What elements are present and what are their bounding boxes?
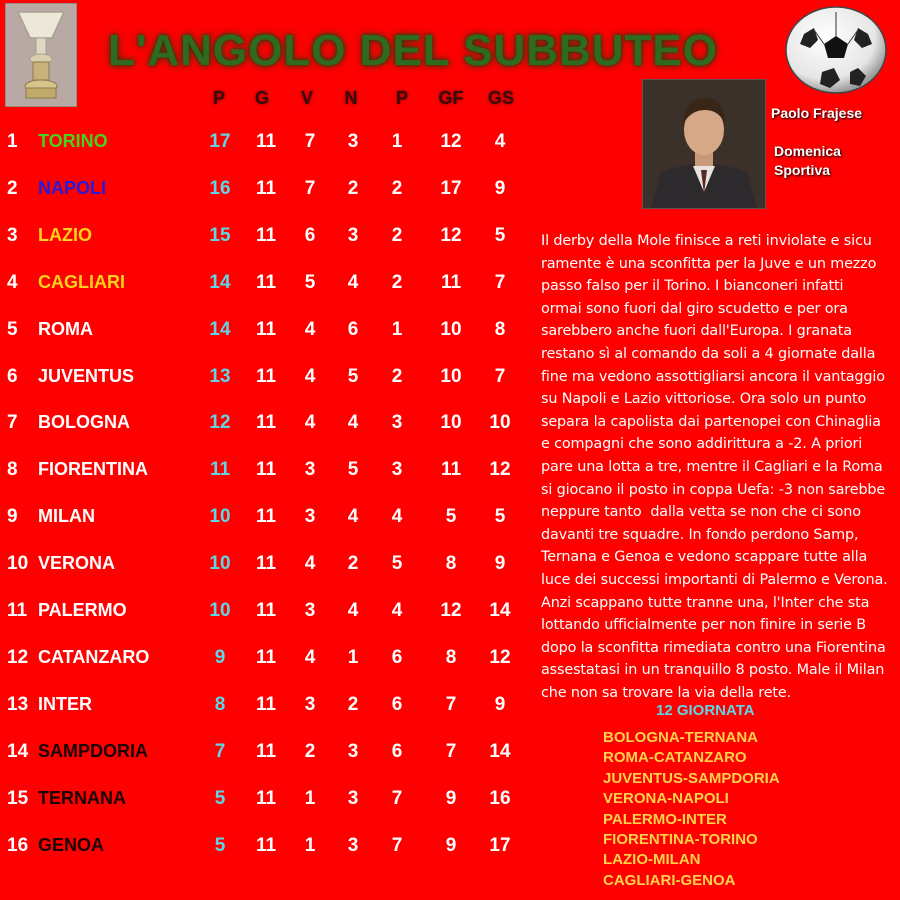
team-name-cell: CAGLIARI	[38, 271, 125, 292]
position-cell: 3	[7, 224, 18, 246]
games-cell: 11	[255, 224, 277, 246]
points-cell: 15	[209, 224, 231, 246]
games-cell: 11	[255, 271, 277, 293]
games-cell: 11	[255, 834, 277, 856]
match-item: VERONA-NAPOLI	[603, 790, 729, 808]
team-name-cell: NAPOLI	[38, 177, 107, 198]
goals-for-cell: 8	[445, 646, 457, 668]
wins-cell: 4	[304, 365, 316, 387]
position-cell: 10	[7, 553, 29, 575]
article-line: davanti tre squadre. In fondo perdono Samp,	[541, 526, 859, 543]
article-line: Il derby della Mole finisce a reti inviolate e sicu	[541, 233, 872, 249]
article-line: sarebbero anche fuori dall'Europa. I granata	[541, 323, 852, 340]
goals-against-cell: 10	[489, 412, 511, 434]
article-text	[541, 230, 900, 704]
goals-against-cell: 7	[494, 365, 506, 387]
article-line: ramente è una sconfitta per la Juve e un mezzo	[541, 255, 877, 272]
commentator-photo	[642, 79, 766, 209]
goals-for-cell: 5	[445, 506, 457, 528]
goals-against-cell: 4	[494, 131, 506, 152]
match-item: FIORENTINA-TORINO	[603, 831, 758, 849]
games-cell: 11	[255, 412, 277, 434]
article-line: assestatasi in un tranquillo 8 posto. Male il Milan	[541, 662, 885, 679]
position-cell: 8	[7, 459, 18, 481]
table-row	[0, 600, 540, 630]
show-name-line2: Sportiva	[774, 162, 831, 178]
goals-for-cell: 9	[445, 834, 457, 856]
points-cell: 14	[209, 318, 231, 340]
article-line: che non sa trovare la via della rete.	[541, 684, 792, 701]
points-cell: 13	[209, 365, 231, 387]
games-cell: 11	[255, 318, 277, 340]
position-cell: 12	[7, 646, 29, 668]
games-cell: 11	[255, 646, 277, 668]
points-cell: 10	[209, 506, 231, 528]
draws-cell: 2	[347, 553, 359, 575]
points-cell: 10	[209, 600, 231, 621]
col-header-draws: N	[344, 88, 358, 108]
draws-cell: 5	[347, 459, 359, 481]
article-line: si giocano il posto in coppa Uefa: -3 non sarebbe	[541, 481, 886, 498]
draws-cell: 3	[347, 131, 359, 152]
match-item: PALERMO-INTER	[603, 810, 727, 828]
losses-cell: 2	[391, 224, 403, 246]
next-round-matches	[603, 728, 780, 891]
position-cell: 14	[7, 740, 29, 762]
match-item: BOLOGNA-TERNANA	[603, 729, 758, 746]
position-cell: 5	[7, 318, 18, 340]
draws-cell: 5	[347, 365, 359, 387]
losses-cell: 3	[391, 459, 403, 481]
goals-for-cell: 9	[445, 787, 457, 809]
draws-cell: 4	[347, 412, 359, 434]
points-cell: 8	[214, 693, 226, 715]
position-cell: 7	[7, 412, 18, 434]
article-line: lottando ufficialmente per non finire in serie B	[541, 617, 866, 634]
wins-cell: 3	[304, 600, 316, 621]
goals-for-cell: 10	[440, 412, 462, 434]
col-header-games: G	[254, 88, 270, 108]
games-cell: 11	[255, 506, 277, 528]
games-cell: 11	[255, 177, 277, 199]
goals-for-cell: 12	[440, 224, 462, 246]
losses-cell: 1	[391, 131, 403, 152]
goals-for-cell: 11	[440, 271, 462, 293]
losses-cell: 5	[391, 553, 403, 575]
team-name-cell: LAZIO	[38, 224, 92, 245]
position-cell: 13	[7, 693, 29, 715]
show-name-line1: Domenica	[774, 143, 841, 159]
goals-against-cell: 16	[489, 787, 511, 809]
games-cell: 11	[255, 459, 277, 481]
wins-cell: 4	[304, 412, 316, 434]
points-cell: 11	[209, 459, 231, 481]
commentator-name: Paolo Frajese	[771, 105, 863, 121]
table-row	[0, 788, 540, 818]
table-header	[0, 88, 540, 110]
wins-cell: 3	[304, 506, 316, 528]
position-cell: 2	[7, 177, 18, 199]
draws-cell: 4	[347, 271, 359, 293]
table-row	[0, 225, 540, 255]
goals-for-cell: 8	[445, 553, 457, 575]
points-cell: 9	[214, 646, 226, 668]
team-name-cell: VERONA	[38, 553, 116, 574]
losses-cell: 4	[391, 600, 403, 621]
table-row	[0, 741, 540, 771]
table-row	[0, 319, 540, 349]
goals-against-cell: 8	[494, 318, 506, 340]
article-line: fine ma vedono assottigliarsi ancora il vantaggio	[541, 368, 885, 385]
table-row	[0, 412, 540, 442]
goals-against-cell: 12	[489, 459, 511, 481]
position-cell: 1	[7, 131, 18, 152]
article-line: Anzi scappano tutte tranne una, l'Inter che sta	[541, 594, 870, 611]
points-cell: 17	[209, 131, 231, 152]
team-name-cell: SAMPDORIA	[38, 740, 149, 761]
losses-cell: 4	[391, 506, 403, 528]
losses-cell: 6	[391, 646, 403, 668]
table-row	[0, 459, 540, 489]
points-cell: 14	[209, 271, 231, 293]
team-name-cell: GENOA	[38, 834, 105, 855]
losses-cell: 3	[391, 412, 403, 434]
article-line: passo falso per il Torino. I bianconeri infatti	[541, 278, 844, 295]
match-item: ROMA-CATANZARO	[603, 749, 747, 767]
losses-cell: 6	[391, 740, 403, 762]
goals-against-cell: 17	[489, 834, 511, 856]
position-cell: 16	[7, 834, 29, 856]
wins-cell: 4	[304, 318, 316, 340]
wins-cell: 7	[304, 131, 316, 152]
goals-for-cell: 17	[440, 177, 462, 199]
losses-cell: 2	[391, 271, 403, 293]
draws-cell: 3	[347, 224, 359, 246]
article-line: dopo la sconfitta rimediata contro una Fiorentina	[541, 639, 886, 656]
draws-cell: 3	[347, 834, 359, 856]
team-name-cell: BOLOGNA	[38, 412, 130, 433]
points-cell: 7	[214, 740, 226, 762]
losses-cell: 2	[391, 365, 403, 387]
team-name-cell: PALERMO	[38, 600, 127, 620]
team-name-cell: CATANZARO	[38, 646, 150, 667]
losses-cell: 6	[391, 693, 403, 715]
position-cell: 9	[7, 506, 18, 528]
draws-cell: 6	[347, 318, 359, 340]
wins-cell: 3	[304, 693, 316, 715]
next-round-title: 12 GIORNATA	[656, 702, 755, 719]
goals-for-cell: 10	[440, 365, 462, 387]
games-cell: 11	[255, 365, 277, 387]
wins-cell: 1	[304, 834, 316, 856]
goals-for-cell: 7	[445, 740, 457, 762]
draws-cell: 2	[347, 693, 359, 715]
article-line: Ternana e Genoa e vedono scappare tutte alla	[541, 549, 868, 566]
losses-cell: 7	[391, 787, 403, 809]
games-cell: 11	[255, 600, 277, 621]
team-name-cell: FIORENTINA	[38, 459, 148, 480]
team-name-cell: MILAN	[38, 506, 95, 527]
team-name-cell: INTER	[38, 693, 92, 714]
table-row	[0, 272, 540, 302]
goals-for-cell: 11	[440, 459, 462, 481]
position-cell: 4	[7, 271, 18, 293]
points-cell: 5	[214, 834, 226, 856]
draws-cell: 2	[347, 177, 359, 199]
match-item: JUVENTUS-SAMPDORIA	[603, 769, 780, 787]
table-row	[0, 647, 540, 677]
table-row	[0, 694, 540, 724]
games-cell: 11	[255, 131, 277, 152]
losses-cell: 1	[391, 318, 403, 340]
wins-cell: 5	[304, 271, 316, 293]
goals-for-cell: 7	[445, 693, 457, 715]
games-cell: 11	[255, 740, 277, 762]
points-cell: 12	[209, 412, 231, 434]
goals-against-cell: 5	[494, 506, 506, 528]
article-line: restano sì al comando da soli a 4 giornate dalla	[541, 345, 876, 362]
col-header-points: P	[212, 88, 226, 108]
wins-cell: 1	[304, 787, 316, 809]
wins-cell: 4	[304, 646, 316, 668]
draws-cell: 3	[347, 787, 359, 809]
goals-against-cell: 9	[494, 553, 506, 575]
wins-cell: 6	[304, 224, 316, 246]
points-cell: 5	[214, 787, 226, 809]
article-line: ormai sono fuori dal giro scudetto e per ora	[541, 300, 848, 317]
table-row	[0, 553, 540, 583]
table-row	[0, 835, 540, 865]
position-cell: 15	[7, 787, 29, 809]
goals-against-cell: 9	[494, 693, 506, 715]
col-header-goals-for: GF	[438, 88, 464, 108]
team-name-cell: JUVENTUS	[38, 365, 135, 386]
losses-cell: 2	[391, 177, 403, 199]
col-header-losses: P	[395, 88, 409, 108]
goals-against-cell: 9	[494, 177, 506, 199]
games-cell: 11	[255, 693, 277, 715]
article-line: luce dei successi importanti di Palermo e Verona.	[541, 571, 888, 588]
soccer-ball-icon	[784, 6, 888, 94]
col-header-goals-against: GS	[487, 88, 515, 108]
draws-cell: 4	[347, 506, 359, 528]
goals-for-cell: 12	[440, 131, 462, 152]
table-row	[0, 178, 540, 208]
position-cell: 11	[7, 600, 28, 621]
goals-against-cell: 12	[489, 646, 511, 668]
article-line: su Napoli e Lazio vittoriose. Ora solo un punto	[541, 391, 867, 408]
match-item: CAGLIARI-GENOA	[603, 871, 736, 889]
article-line: pare una lotta a tre, mentre il Cagliari e la Roma	[541, 458, 883, 475]
games-cell: 11	[255, 787, 277, 809]
losses-cell: 7	[391, 834, 403, 856]
wins-cell: 3	[304, 459, 316, 481]
table-row	[0, 131, 540, 161]
table-row	[0, 366, 540, 396]
team-name-cell: ROMA	[38, 318, 93, 339]
points-cell: 10	[209, 553, 231, 575]
goals-against-cell: 14	[489, 600, 511, 621]
draws-cell: 4	[347, 600, 359, 621]
wins-cell: 2	[304, 740, 316, 762]
article-line: separa la capolista dai partenopei con Chinaglia	[541, 413, 881, 430]
goals-for-cell: 10	[440, 318, 462, 340]
draws-cell: 3	[347, 740, 359, 762]
wins-cell: 7	[304, 177, 316, 199]
article-line: e compagni che sono addirittura a -2. A priori	[541, 436, 863, 453]
wins-cell: 4	[304, 553, 316, 575]
match-item: LAZIO-MILAN	[603, 851, 701, 869]
goals-against-cell: 5	[494, 224, 506, 246]
team-name-cell: TERNANA	[38, 787, 126, 808]
points-cell: 16	[209, 177, 231, 199]
page-title: L'ANGOLO DEL SUBBUTEO	[108, 26, 718, 75]
team-name-cell: TORINO	[38, 131, 108, 151]
position-cell: 6	[7, 365, 18, 387]
goals-against-cell: 14	[489, 740, 511, 762]
goals-against-cell: 7	[494, 271, 506, 293]
col-header-wins: V	[300, 88, 314, 108]
games-cell: 11	[255, 553, 277, 575]
draws-cell: 1	[347, 646, 359, 668]
article-line: neppure tanto dalla vetta se non che ci sono	[541, 504, 861, 521]
table-row	[0, 506, 540, 536]
goals-for-cell: 12	[440, 600, 462, 621]
